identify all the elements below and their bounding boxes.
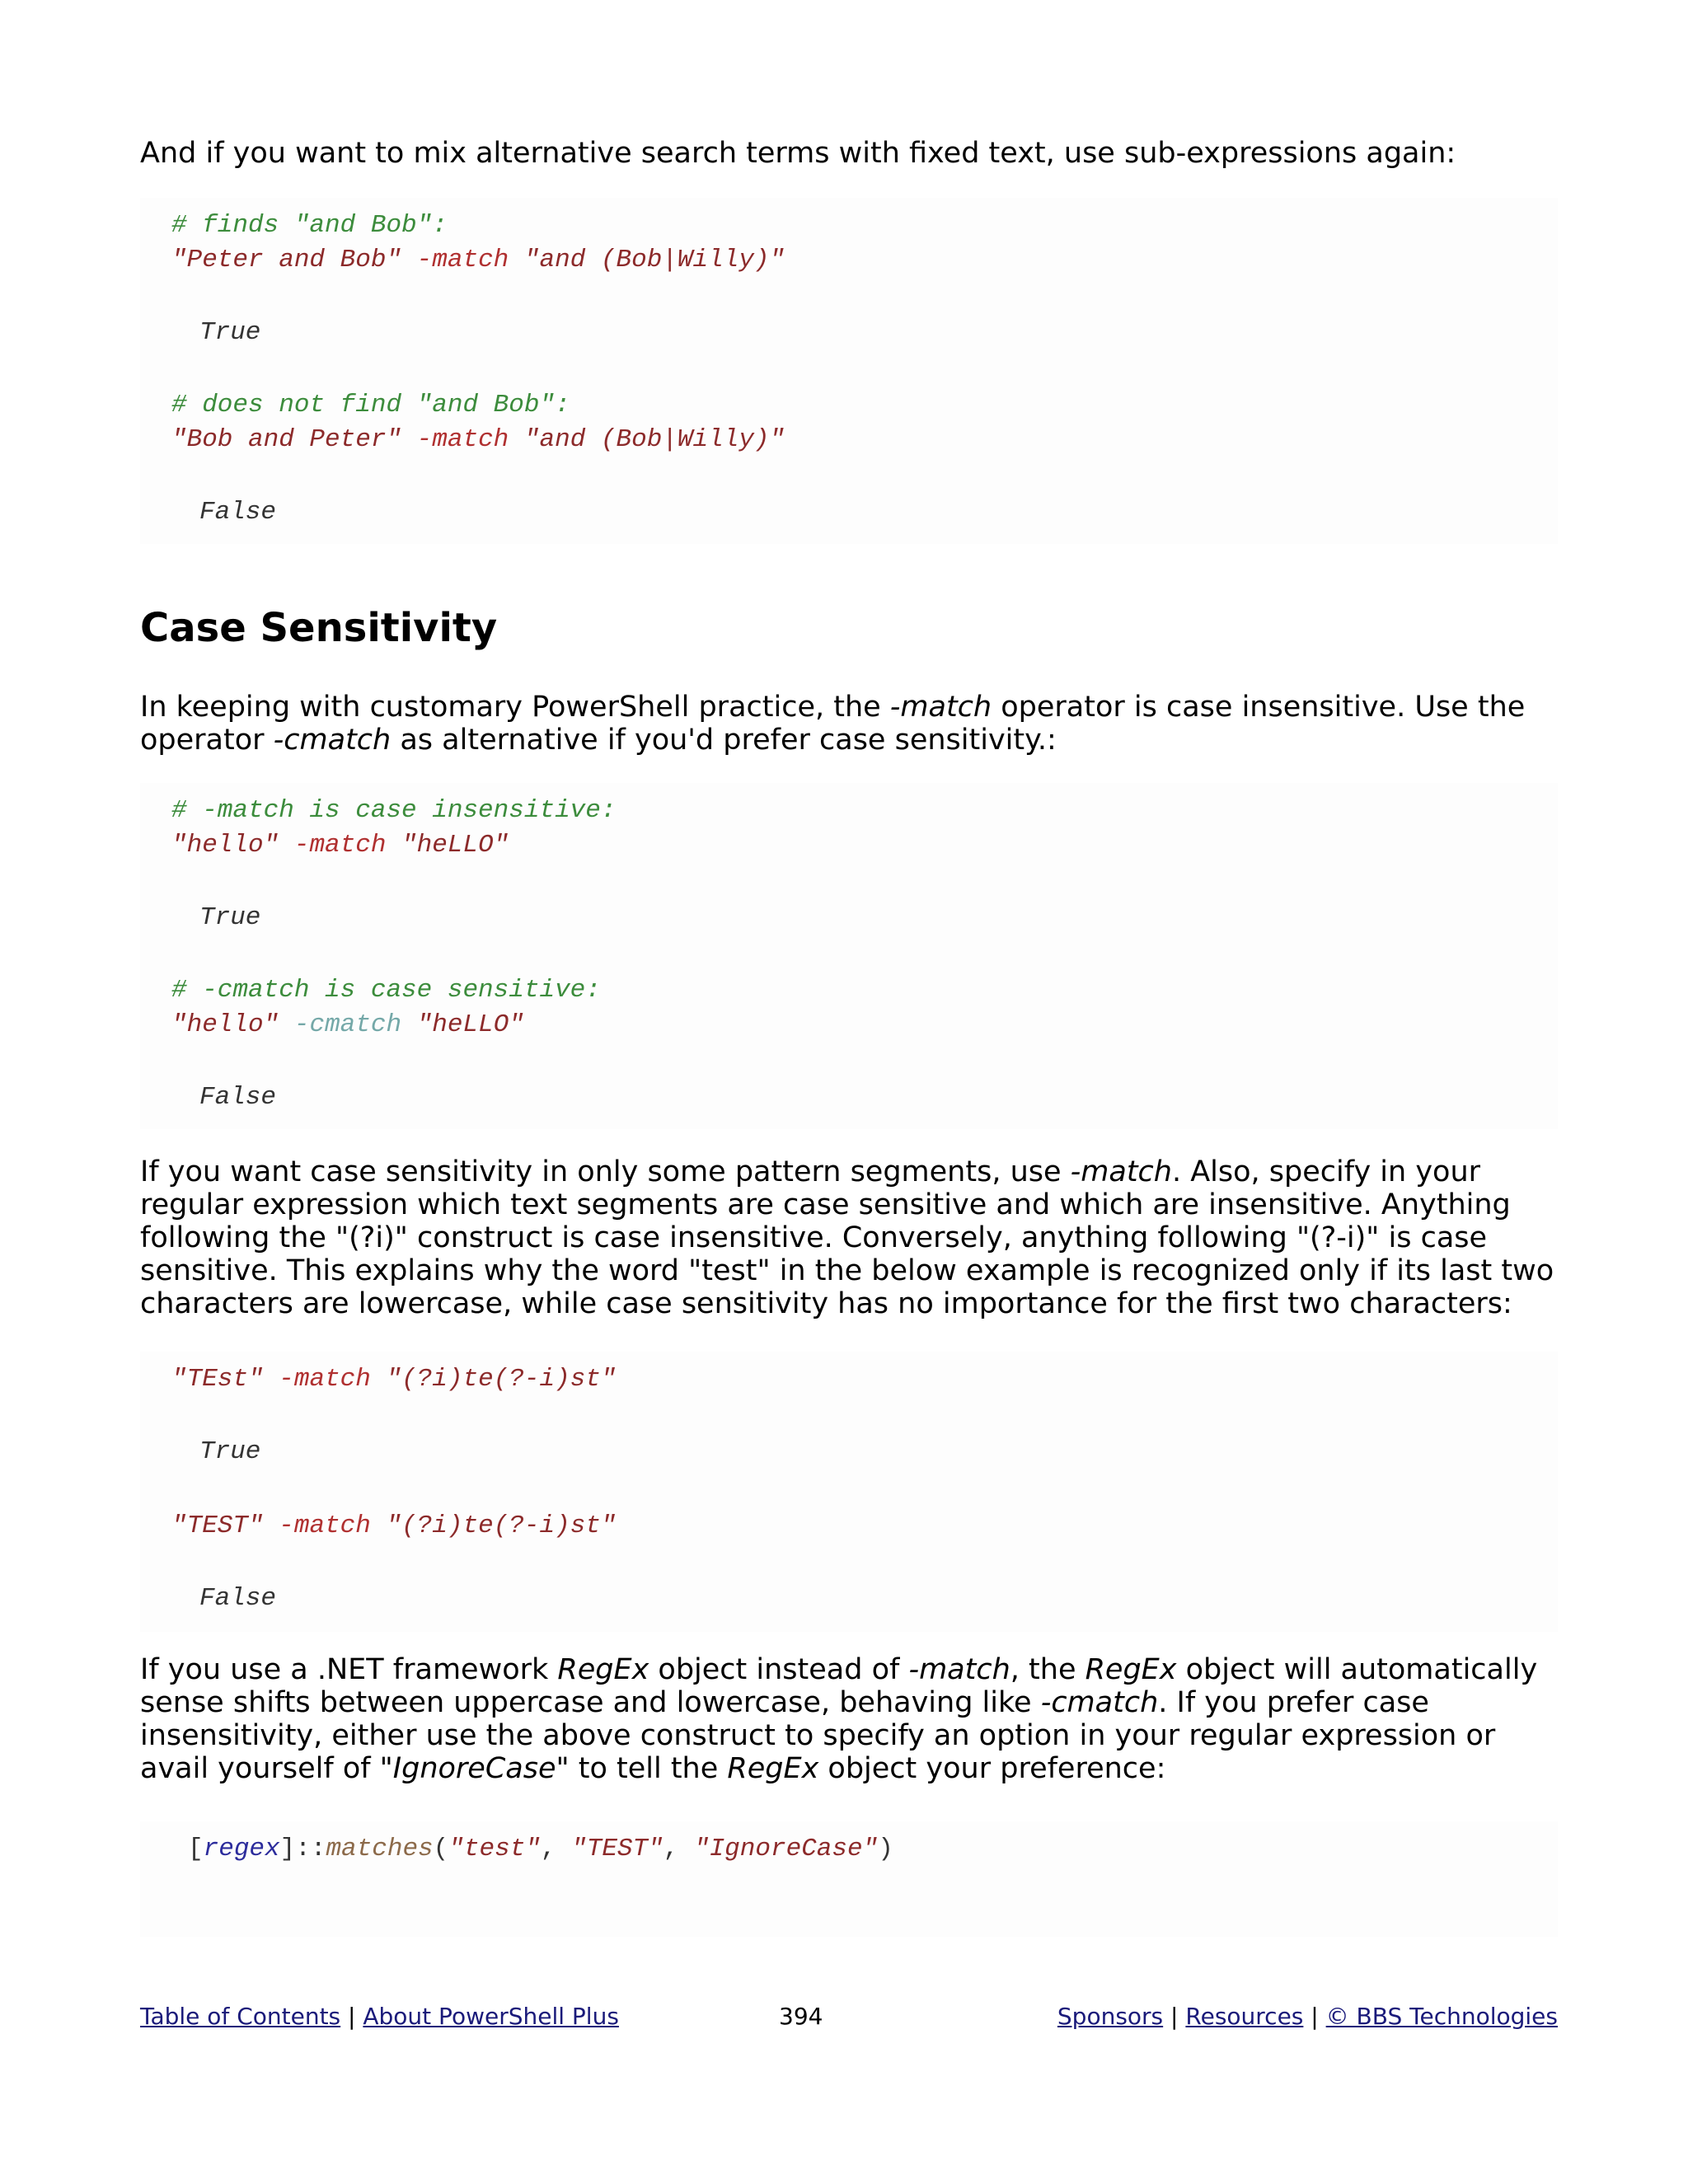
code-pattern: "and (Bob|Willy)"	[523, 246, 785, 274]
code-pattern: "heLLO"	[416, 1010, 524, 1039]
code-statement	[171, 829, 509, 862]
code-comment: # -cmatch is case sensitive:	[171, 976, 601, 1005]
bbs-technologies-link[interactable]: © BBS Technologies	[1325, 2003, 1558, 2030]
page-number: 394	[779, 2003, 823, 2030]
table-of-contents-link[interactable]: Table of Contents	[140, 2003, 341, 2030]
code-string: "hello"	[171, 1010, 279, 1039]
code-statement	[171, 1510, 617, 1543]
code-statement	[171, 424, 785, 457]
resources-link[interactable]: Resources	[1185, 2003, 1304, 2030]
code-block-case	[140, 783, 1558, 1129]
code-output: False	[199, 498, 277, 527]
code-comment: # does not find "and Bob":	[171, 391, 570, 419]
footer-left-links	[140, 2003, 619, 2031]
code-operator: -match	[279, 1365, 371, 1394]
code-operator: -match	[279, 1511, 371, 1540]
code-output: True	[199, 1437, 261, 1466]
section-heading: Case Sensitivity	[140, 605, 498, 651]
code-string: "TEST"	[571, 1835, 663, 1863]
code-pattern: "and (Bob|Willy)"	[523, 425, 785, 454]
code-output: False	[199, 1083, 277, 1112]
footer-separator: |	[1163, 2003, 1186, 2030]
code-statement	[171, 1363, 617, 1396]
code-type: regex	[203, 1835, 280, 1863]
paragraph-case-insensitive: In keeping with customary PowerShell practice, the -match operator is case insensitive. Use the operator -cmatch as alternative if you'd prefer case sensitivity.:	[140, 691, 1526, 757]
code-operator: -cmatch	[293, 1010, 402, 1039]
sponsors-link[interactable]: Sponsors	[1057, 2003, 1164, 2030]
code-block-regex-matches	[140, 1821, 1558, 1937]
about-powershell-plus-link[interactable]: About PowerShell Plus	[363, 2003, 619, 2030]
code-string: "Peter and Bob"	[171, 246, 402, 274]
code-statement: [regex]::matches("test", "TEST", "IgnoreCase")	[188, 1835, 893, 1863]
code-pattern: "(?i)te(?-i)st"	[386, 1511, 617, 1540]
code-block-inline-modifiers	[140, 1352, 1558, 1632]
code-string: "TEst"	[171, 1365, 264, 1394]
code-block-alternation	[140, 198, 1558, 544]
code-operator: -match	[416, 425, 509, 454]
code-operator: -match	[293, 831, 387, 860]
code-pattern: "heLLO"	[401, 831, 509, 860]
code-output: True	[199, 318, 261, 347]
paragraph-regex-object: If you use a .NET framework RegEx object instead of -match, the RegEx object will automatically sense shifts between uppercase and lowercase, behaving like -cmatch. If you prefer case insensitivity, either use the above construct to specify an option in your regular expression or avail yourself of "IgnoreCase" to tell the RegEx object your preference:	[140, 1653, 1538, 1785]
code-string: "Bob and Peter"	[171, 425, 402, 454]
code-output: True	[199, 903, 261, 932]
code-string: "TEST"	[171, 1511, 264, 1540]
code-output: False	[199, 1584, 277, 1613]
code-statement	[171, 244, 785, 277]
paragraph-inline-modifiers: If you want case sensitivity in only some pattern segments, use -match. Also, specify in your regular expression which text segments are case sensitive and which are insensitive. Anything following the "(?i)" construct is case insensitive. Conversely, anything following "(?-i)" is case sensitive. This explains why the word "test" in the below example is recognized only if its last two characters are lowercase, while case sensitivity has no importance for the first two characters:	[140, 1155, 1554, 1320]
footer-separator: |	[1303, 2003, 1326, 2030]
code-statement	[171, 1009, 524, 1042]
code-pattern: "(?i)te(?-i)st"	[386, 1365, 617, 1394]
code-method: matches	[326, 1835, 434, 1863]
code-comment: # -match is case insensitive:	[171, 796, 617, 825]
footer-right-links	[1057, 2003, 1558, 2031]
footer-separator: |	[340, 2003, 363, 2030]
intro-paragraph: And if you want to mix alternative search terms with fixed text, use sub-expressions again:	[140, 137, 1456, 170]
code-string: "hello"	[171, 831, 279, 860]
code-comment: # finds "and Bob":	[171, 211, 448, 240]
code-string: "test"	[448, 1835, 541, 1863]
code-operator: -match	[416, 246, 509, 274]
code-string: "IgnoreCase"	[693, 1835, 879, 1863]
